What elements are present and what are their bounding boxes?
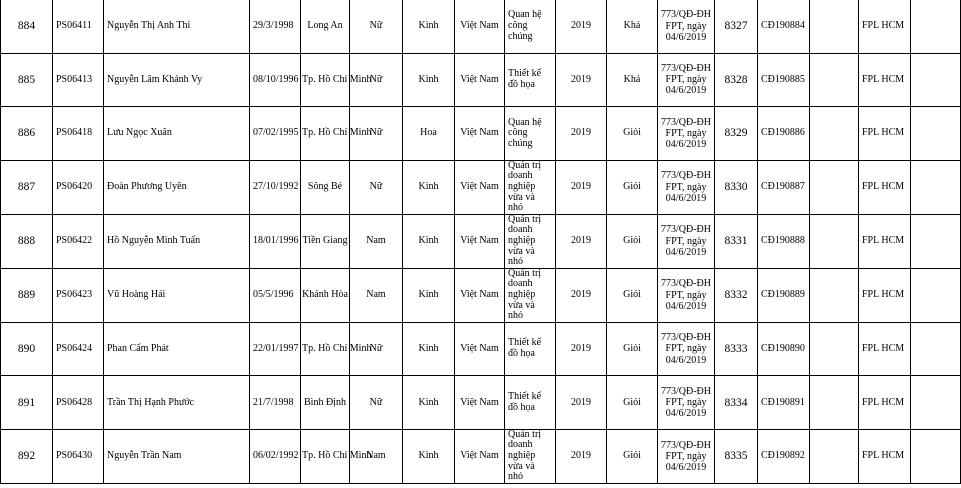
note-cell <box>810 268 859 322</box>
graduation-year: 2019 <box>556 0 607 53</box>
certificate-number: CĐ190888 <box>758 214 810 268</box>
date-of-birth: 29/3/1998 <box>250 0 301 53</box>
registry-number: 8335 <box>715 429 758 483</box>
graduation-year: 2019 <box>556 107 607 161</box>
classification: Giỏi <box>607 268 658 322</box>
certificate-number: CĐ190892 <box>758 429 810 483</box>
extra-cell <box>911 107 961 161</box>
decision-number: 773/QĐ-ĐH FPT, ngày 04/6/2019 <box>658 268 715 322</box>
date-of-birth: 21/7/1998 <box>250 376 301 430</box>
date-of-birth: 05/5/1996 <box>250 268 301 322</box>
extra-cell <box>911 376 961 430</box>
row-index: 892 <box>1 429 53 483</box>
classification: Giỏi <box>607 429 658 483</box>
decision-number: 773/QĐ-ĐH FPT, ngày 04/6/2019 <box>658 376 715 430</box>
decision-number: 773/QĐ-ĐH FPT, ngày 04/6/2019 <box>658 107 715 161</box>
ethnicity: Kinh <box>403 0 455 53</box>
table-row <box>1 268 961 322</box>
ethnicity: Kinh <box>403 376 455 430</box>
extra-cell <box>911 53 961 107</box>
classification: Giỏi <box>607 376 658 430</box>
major: Quản trị doanh nghiệp vừa và nhỏ <box>505 214 556 268</box>
decision-number: 773/QĐ-ĐH FPT, ngày 04/6/2019 <box>658 429 715 483</box>
registry-number: 8334 <box>715 376 758 430</box>
note-cell <box>810 0 859 53</box>
birthplace: Tp. Hồ Chí Minh <box>301 107 350 161</box>
nationality: Việt Nam <box>455 429 505 483</box>
registry-number: 8332 <box>715 268 758 322</box>
note-cell <box>810 53 859 107</box>
birthplace: Khánh Hòa <box>301 268 350 322</box>
decision-number: 773/QĐ-ĐH FPT, ngày 04/6/2019 <box>658 160 715 214</box>
certificate-number: CĐ190887 <box>758 160 810 214</box>
gender: Nữ <box>350 322 403 376</box>
graduation-year: 2019 <box>556 376 607 430</box>
certificate-number: CĐ190886 <box>758 107 810 161</box>
classification: Khá <box>607 53 658 107</box>
nationality: Việt Nam <box>455 160 505 214</box>
table-row <box>1 214 961 268</box>
classification: Giỏi <box>607 214 658 268</box>
graduation-year: 2019 <box>556 160 607 214</box>
row-index: 885 <box>1 53 53 107</box>
date-of-birth: 18/01/1996 <box>250 214 301 268</box>
ethnicity: Kinh <box>403 53 455 107</box>
student-name: Nguyễn Lâm Khánh Vy <box>104 53 250 107</box>
registry-number: 8331 <box>715 214 758 268</box>
graduation-year: 2019 <box>556 322 607 376</box>
major: Quan hệ công chúng <box>505 107 556 161</box>
decision-number: 773/QĐ-ĐH FPT, ngày 04/6/2019 <box>658 322 715 376</box>
campus: FPL HCM <box>859 376 911 430</box>
nationality: Việt Nam <box>455 53 505 107</box>
table-row <box>1 53 961 107</box>
row-index: 886 <box>1 107 53 161</box>
certificate-number: CĐ190890 <box>758 322 810 376</box>
classification: Giỏi <box>607 107 658 161</box>
date-of-birth: 22/01/1997 <box>250 322 301 376</box>
birthplace: Tp. Hồ Chí Minh <box>301 322 350 376</box>
decision-number: 773/QĐ-ĐH FPT, ngày 04/6/2019 <box>658 53 715 107</box>
nationality: Việt Nam <box>455 322 505 376</box>
extra-cell <box>911 268 961 322</box>
classification: Giỏi <box>607 160 658 214</box>
campus: FPL HCM <box>859 107 911 161</box>
student-name: Nguyễn Trần Nam <box>104 429 250 483</box>
student-id: PS06422 <box>53 214 104 268</box>
student-id: PS06428 <box>53 376 104 430</box>
decision-number: 773/QĐ-ĐH FPT, ngày 04/6/2019 <box>658 214 715 268</box>
ethnicity: Kinh <box>403 322 455 376</box>
ethnicity: Hoa <box>403 107 455 161</box>
registry-number: 8333 <box>715 322 758 376</box>
student-id: PS06430 <box>53 429 104 483</box>
row-index: 891 <box>1 376 53 430</box>
extra-cell <box>911 160 961 214</box>
registry-number: 8329 <box>715 107 758 161</box>
table-row <box>1 429 961 483</box>
student-name: Nguyễn Thị Anh Thi <box>104 0 250 53</box>
birthplace: Tp. Hồ Chí Minh <box>301 429 350 483</box>
ethnicity: Kinh <box>403 429 455 483</box>
birthplace: Tp. Hồ Chí Minh <box>301 53 350 107</box>
gender: Nam <box>350 268 403 322</box>
campus: FPL HCM <box>859 53 911 107</box>
gender: Nữ <box>350 376 403 430</box>
student-name: Phan Cẩm Phát <box>104 322 250 376</box>
note-cell <box>810 376 859 430</box>
certificate-number: CĐ190891 <box>758 376 810 430</box>
nationality: Việt Nam <box>455 214 505 268</box>
table-row <box>1 107 961 161</box>
major: Thiết kế đồ họa <box>505 376 556 430</box>
gender: Nữ <box>350 53 403 107</box>
gender: Nữ <box>350 0 403 53</box>
extra-cell <box>911 214 961 268</box>
birthplace: Bình Định <box>301 376 350 430</box>
student-id: PS06411 <box>53 0 104 53</box>
nationality: Việt Nam <box>455 0 505 53</box>
campus: FPL HCM <box>859 214 911 268</box>
decision-number: 773/QĐ-ĐH FPT, ngày 04/6/2019 <box>658 0 715 53</box>
graduation-year: 2019 <box>556 53 607 107</box>
table-row <box>1 160 961 214</box>
note-cell <box>810 160 859 214</box>
student-name: Đoàn Phương Uyên <box>104 160 250 214</box>
certificate-number: CĐ190885 <box>758 53 810 107</box>
nationality: Việt Nam <box>455 376 505 430</box>
date-of-birth: 06/02/1992 <box>250 429 301 483</box>
registry-number: 8328 <box>715 53 758 107</box>
student-id: PS06418 <box>53 107 104 161</box>
major: Thiết kế đồ họa <box>505 322 556 376</box>
row-index: 887 <box>1 160 53 214</box>
certificate-number: CĐ190884 <box>758 0 810 53</box>
major: Quản trị doanh nghiệp vừa và nhỏ <box>505 160 556 214</box>
major: Quản trị doanh nghiệp vừa và nhỏ <box>505 429 556 483</box>
ethnicity: Kinh <box>403 268 455 322</box>
student-id: PS06420 <box>53 160 104 214</box>
row-index: 884 <box>1 0 53 53</box>
student-name: Trần Thị Hạnh Phước <box>104 376 250 430</box>
gender: Nữ <box>350 160 403 214</box>
gender: Nam <box>350 214 403 268</box>
note-cell <box>810 322 859 376</box>
birthplace: Tiền Giang <box>301 214 350 268</box>
extra-cell <box>911 322 961 376</box>
graduation-year: 2019 <box>556 268 607 322</box>
graduation-year: 2019 <box>556 214 607 268</box>
registry-number: 8330 <box>715 160 758 214</box>
gender: Nữ <box>350 107 403 161</box>
major: Quan hệ công chúng <box>505 0 556 53</box>
classification: Khá <box>607 0 658 53</box>
campus: FPL HCM <box>859 322 911 376</box>
campus: FPL HCM <box>859 268 911 322</box>
date-of-birth: 08/10/1996 <box>250 53 301 107</box>
nationality: Việt Nam <box>455 268 505 322</box>
table-row <box>1 322 961 376</box>
campus: FPL HCM <box>859 160 911 214</box>
extra-cell <box>911 429 961 483</box>
registry-number: 8327 <box>715 0 758 53</box>
classification: Giỏi <box>607 322 658 376</box>
campus: FPL HCM <box>859 429 911 483</box>
campus: FPL HCM <box>859 0 911 53</box>
certificate-number: CĐ190889 <box>758 268 810 322</box>
table-row <box>1 376 961 430</box>
table-row <box>1 0 961 53</box>
row-index: 888 <box>1 214 53 268</box>
row-index: 890 <box>1 322 53 376</box>
major: Thiết kế đồ họa <box>505 53 556 107</box>
birthplace: Long An <box>301 0 350 53</box>
ethnicity: Kinh <box>403 160 455 214</box>
student-name: Vũ Hoàng Hải <box>104 268 250 322</box>
ethnicity: Kinh <box>403 214 455 268</box>
student-name: Hồ Nguyễn Minh Tuấn <box>104 214 250 268</box>
table-body <box>1 0 961 483</box>
graduation-year: 2019 <box>556 429 607 483</box>
student-name: Lưu Ngọc Xuân <box>104 107 250 161</box>
birthplace: Sông Bé <box>301 160 350 214</box>
note-cell <box>810 214 859 268</box>
gender: Nam <box>350 429 403 483</box>
major: Quản trị doanh nghiệp vừa và nhỏ <box>505 268 556 322</box>
date-of-birth: 07/02/1995 <box>250 107 301 161</box>
row-index: 889 <box>1 268 53 322</box>
note-cell <box>810 107 859 161</box>
nationality: Việt Nam <box>455 107 505 161</box>
date-of-birth: 27/10/1992 <box>250 160 301 214</box>
student-id: PS06423 <box>53 268 104 322</box>
note-cell <box>810 429 859 483</box>
student-id: PS06424 <box>53 322 104 376</box>
extra-cell <box>911 0 961 53</box>
student-id: PS06413 <box>53 53 104 107</box>
